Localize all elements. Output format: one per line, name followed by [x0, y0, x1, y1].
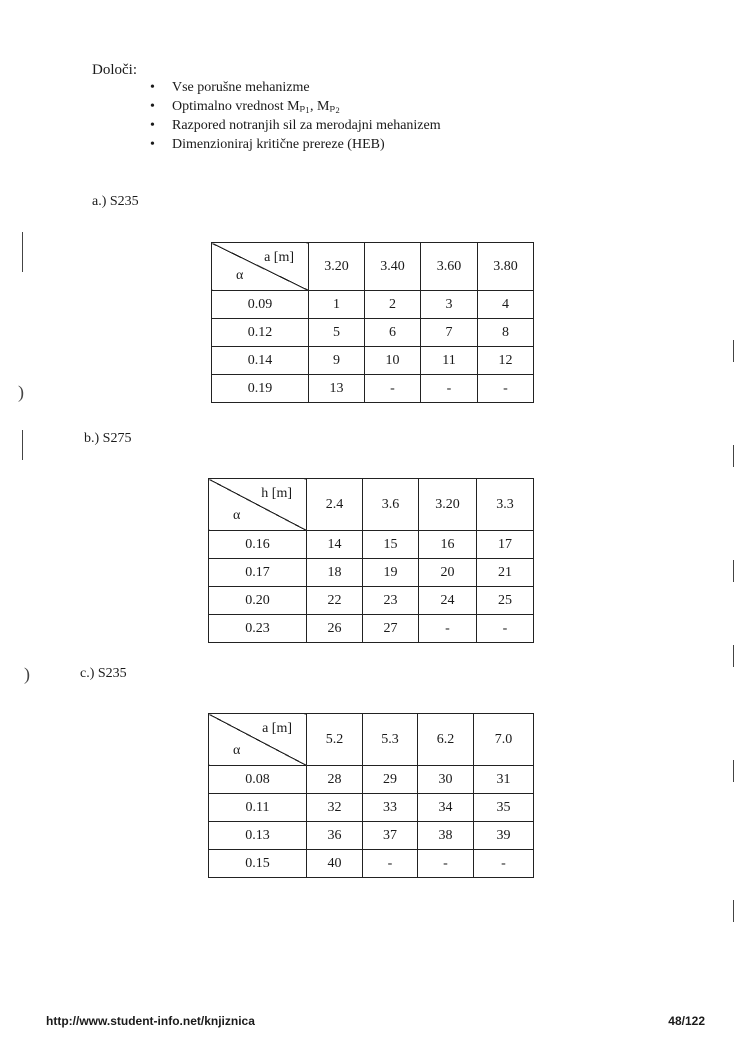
task-item: • Dimenzioniraj kritične prereze (HEB) — [150, 135, 441, 154]
table-row — [212, 347, 534, 375]
alpha-cell: 0.20 — [209, 587, 307, 615]
table-a — [211, 242, 534, 403]
footer-url: http://www.student-info.net/knjiznica — [46, 1014, 255, 1028]
column-header: 3.40 — [365, 243, 421, 291]
task-list — [150, 78, 441, 154]
column-header: 3.20 — [309, 243, 365, 291]
column-header: 3.20 — [419, 479, 477, 531]
row-axis-label: α — [233, 508, 241, 523]
alpha-cell: 0.14 — [212, 347, 309, 375]
table-cell: 37 — [363, 822, 418, 850]
column-header: 5.2 — [307, 714, 363, 766]
table-cell: 9 — [309, 347, 365, 375]
table-cell: 19 — [363, 559, 419, 587]
table-cell: 6 — [365, 319, 421, 347]
column-header: 2.4 — [307, 479, 363, 531]
row-axis-label: α — [236, 268, 244, 283]
table-header-row — [209, 479, 534, 531]
task-heading: Določi: — [92, 62, 137, 78]
table-header-row — [209, 714, 534, 766]
table-cell: 40 — [307, 850, 363, 878]
table-cell: 31 — [474, 766, 534, 794]
table-cell: 5 — [309, 319, 365, 347]
alpha-cell: 0.15 — [209, 850, 307, 878]
table-cell: 11 — [421, 347, 478, 375]
table-cell: 2 — [365, 291, 421, 319]
table-cell: 35 — [474, 794, 534, 822]
alpha-cell: 0.11 — [209, 794, 307, 822]
table-cell: 15 — [363, 531, 419, 559]
column-header: 3.6 — [363, 479, 419, 531]
table-row — [209, 587, 534, 615]
page-number: 48/122 — [668, 1014, 705, 1028]
scan-artifact: ) — [24, 664, 30, 684]
task-item: • Optimalno vrednost Mₚ₁, Mₚ₂ — [150, 97, 441, 116]
table-row — [209, 559, 534, 587]
alpha-cell: 0.08 — [209, 766, 307, 794]
scan-artifact — [22, 232, 23, 272]
table-corner-cell — [212, 243, 309, 291]
table-cell: 4 — [478, 291, 534, 319]
table-cell: 27 — [363, 615, 419, 643]
table-cell: 36 — [307, 822, 363, 850]
table-corner-cell — [209, 479, 307, 531]
column-header: 7.0 — [474, 714, 534, 766]
table-cell: 25 — [477, 587, 534, 615]
table-cell: 3 — [421, 291, 478, 319]
table-cell: 8 — [478, 319, 534, 347]
table-cell: 24 — [419, 587, 477, 615]
table-cell: - — [365, 375, 421, 403]
scan-artifact: ) — [18, 382, 24, 402]
table-cell: 28 — [307, 766, 363, 794]
binder-hole-mark — [733, 340, 734, 362]
binder-hole-mark — [733, 445, 734, 467]
table-cell: 23 — [363, 587, 419, 615]
table-row — [209, 766, 534, 794]
table-cell: 13 — [309, 375, 365, 403]
binder-hole-mark — [733, 560, 734, 582]
alpha-cell: 0.16 — [209, 531, 307, 559]
table-cell: 10 — [365, 347, 421, 375]
table-row — [209, 531, 534, 559]
table-c — [208, 713, 534, 878]
section-label-a: a.) S235 — [92, 194, 139, 209]
table-cell: 26 — [307, 615, 363, 643]
table-header-row — [212, 243, 534, 291]
row-axis-label: α — [233, 743, 241, 758]
table-cell: - — [477, 615, 534, 643]
column-axis-label: h [m] — [261, 486, 292, 501]
table-cell: 32 — [307, 794, 363, 822]
column-header: 5.3 — [363, 714, 418, 766]
table-cell: - — [478, 375, 534, 403]
table-cell: 16 — [419, 531, 477, 559]
task-item: • Razpored notranjih sil za merodajni mehanizem — [150, 116, 441, 135]
table-cell: - — [419, 615, 477, 643]
column-header: 3.3 — [477, 479, 534, 531]
alpha-cell: 0.12 — [212, 319, 309, 347]
column-header: 3.60 — [421, 243, 478, 291]
alpha-cell: 0.19 — [212, 375, 309, 403]
section-label-c: c.) S235 — [80, 666, 127, 681]
table-cell: 38 — [418, 822, 474, 850]
alpha-cell: 0.23 — [209, 615, 307, 643]
table-cell: - — [363, 850, 418, 878]
table-cell: 29 — [363, 766, 418, 794]
column-header: 6.2 — [418, 714, 474, 766]
table-cell: 18 — [307, 559, 363, 587]
table-cell: 30 — [418, 766, 474, 794]
task-item: • Vse porušne mehanizme — [150, 78, 441, 97]
table-cell: 39 — [474, 822, 534, 850]
table-row — [212, 319, 534, 347]
table-row — [212, 375, 534, 403]
table-row — [209, 615, 534, 643]
table-cell: 7 — [421, 319, 478, 347]
alpha-cell: 0.17 — [209, 559, 307, 587]
alpha-cell: 0.09 — [212, 291, 309, 319]
table-row — [209, 794, 534, 822]
table-cell: 14 — [307, 531, 363, 559]
table-corner-cell — [209, 714, 307, 766]
alpha-cell: 0.13 — [209, 822, 307, 850]
table-row — [212, 291, 534, 319]
column-axis-label: a [m] — [262, 721, 292, 736]
table-cell: 20 — [419, 559, 477, 587]
table-b — [208, 478, 534, 643]
table-cell: 34 — [418, 794, 474, 822]
binder-hole-mark — [733, 900, 734, 922]
section-label-b: b.) S275 — [84, 431, 132, 446]
column-header: 3.80 — [478, 243, 534, 291]
table-cell: 21 — [477, 559, 534, 587]
table-cell: - — [418, 850, 474, 878]
table-cell: - — [421, 375, 478, 403]
binder-hole-mark — [733, 645, 734, 667]
table-cell: 33 — [363, 794, 418, 822]
table-cell: 1 — [309, 291, 365, 319]
table-row — [209, 822, 534, 850]
table-cell: 17 — [477, 531, 534, 559]
table-cell: - — [474, 850, 534, 878]
table-cell: 22 — [307, 587, 363, 615]
column-axis-label: a [m] — [264, 250, 294, 265]
table-row — [209, 850, 534, 878]
scan-artifact — [22, 430, 23, 460]
binder-hole-mark — [733, 760, 734, 782]
table-cell: 12 — [478, 347, 534, 375]
